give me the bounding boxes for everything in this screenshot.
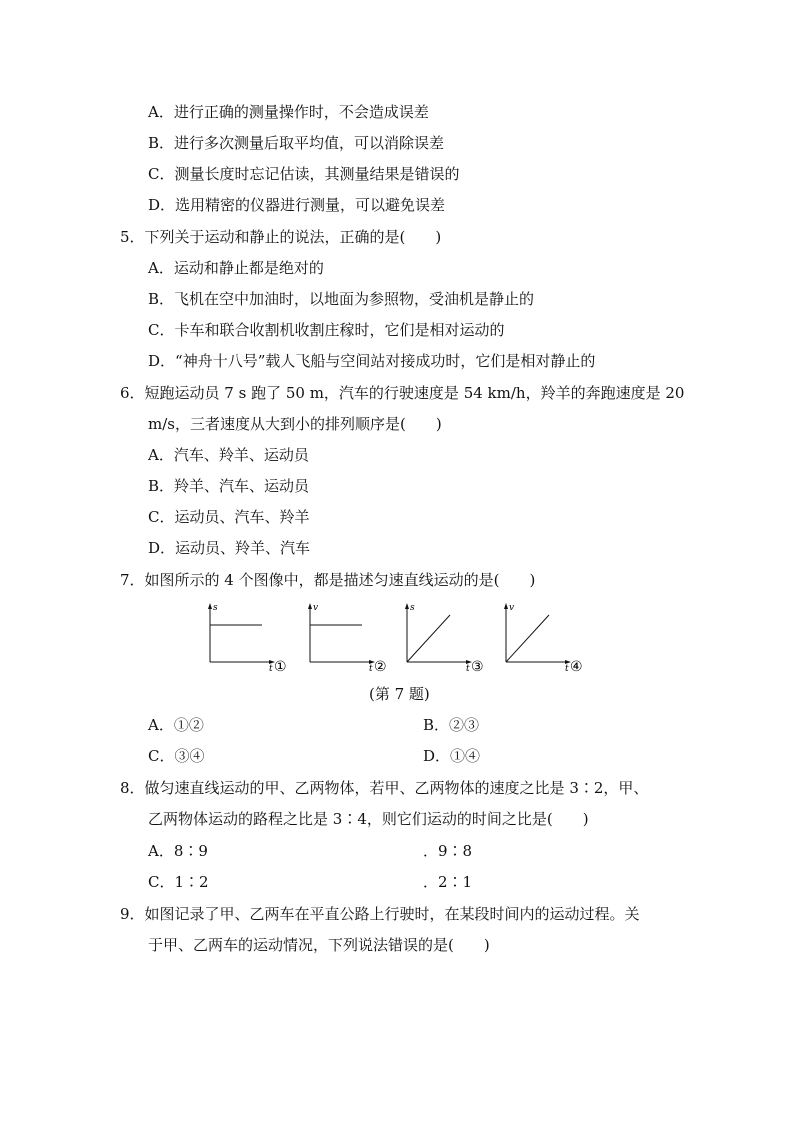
q8-stem-line1: 8．做匀速直线运动的甲、乙两物体，若甲、乙两物体的速度之比是 3∶2，甲、 bbox=[120, 779, 649, 797]
q5-option-a: A．运动和静止都是绝对的 bbox=[148, 259, 324, 277]
graph-2-ylabel: v bbox=[313, 603, 319, 613]
graph-2-xlabel: t bbox=[369, 664, 373, 674]
q5-option-d: D．“神舟十八号”载人飞船与空间站对接成功时，它们是相对静止的 bbox=[148, 352, 596, 370]
q4-option-c: C．测量长度时忘记估读，其测量结果是错误的 bbox=[148, 165, 460, 183]
q9-stem-line1: 9．如图记录了甲、乙两车在平直公路上行驶时，在某段时间内的运动过程。关 bbox=[120, 905, 640, 923]
graph-2 bbox=[300, 600, 395, 675]
q5-option-c: C．卡车和联合收割机收割庄稼时，它们是相对运动的 bbox=[148, 321, 505, 339]
graph-4-xlabel: t bbox=[565, 664, 569, 674]
q7-stem: 7．如图所示的 4 个图像中，都是描述匀速直线运动的是( ) bbox=[120, 571, 536, 589]
graph-1-xlabel: t bbox=[269, 664, 273, 674]
graph-3-xlabel: t bbox=[466, 664, 470, 674]
q9-stem-line2: 于甲、乙两车的运动情况，下列说法错误的是( ) bbox=[148, 936, 490, 954]
graph-1-number: ① bbox=[274, 659, 287, 675]
q8-option-b: ．9∶8 bbox=[423, 842, 473, 860]
q8-option-d: ．2∶1 bbox=[423, 873, 473, 891]
q8-stem-line2: 乙两物体运动的路程之比是 3∶4，则它们运动的时间之比是( ) bbox=[148, 810, 589, 828]
q7-option-d: D．①④ bbox=[423, 747, 481, 765]
figure-caption: (第 7 题) bbox=[369, 685, 430, 703]
graph-4-ylabel: v bbox=[509, 603, 515, 613]
graph-2-number: ② bbox=[374, 659, 387, 675]
q4-option-b: B．进行多次测量后取平均值，可以消除误差 bbox=[148, 134, 445, 152]
q6-option-d: D．运动员、羚羊、汽车 bbox=[148, 539, 311, 557]
q5-option-b: B．飞机在空中加油时，以地面为参照物，受油机是静止的 bbox=[148, 290, 535, 308]
graph-4-number: ④ bbox=[570, 659, 583, 675]
q8-option-c: C．1∶2 bbox=[148, 873, 209, 891]
q7-option-c: C．③④ bbox=[148, 747, 205, 765]
q6-option-c: C．运动员、汽车、羚羊 bbox=[148, 508, 310, 526]
q8-option-a: A．8∶9 bbox=[148, 842, 208, 860]
graph-1-ylabel: s bbox=[213, 603, 218, 613]
q7-option-a: A．①② bbox=[148, 716, 204, 734]
q4-option-a: A．进行正确的测量操作时，不会造成误差 bbox=[148, 103, 429, 121]
graph-3-ylabel: s bbox=[410, 603, 415, 613]
graph-3 bbox=[397, 600, 492, 675]
graph-3-number: ③ bbox=[471, 659, 484, 675]
q6-stem-line1: 6．短跑运动员 7 s 跑了 50 m，汽车的行驶速度是 54 km/h，羚羊的奔跑速度是 20 bbox=[120, 384, 685, 402]
q5-stem: 5．下列关于运动和静止的说法，正确的是( ) bbox=[120, 228, 442, 246]
q6-stem-line2: m/s，三者速度从大到小的排列顺序是( ) bbox=[148, 415, 442, 433]
graph-4 bbox=[496, 600, 591, 675]
q6-option-a: A．汽车、羚羊、运动员 bbox=[148, 446, 309, 464]
graph-1 bbox=[200, 600, 295, 675]
q4-option-d: D．选用精密的仪器进行测量，可以避免误差 bbox=[148, 196, 446, 214]
q6-option-b: B．羚羊、汽车、运动员 bbox=[148, 477, 310, 495]
q7-option-b: B．②③ bbox=[423, 716, 480, 734]
